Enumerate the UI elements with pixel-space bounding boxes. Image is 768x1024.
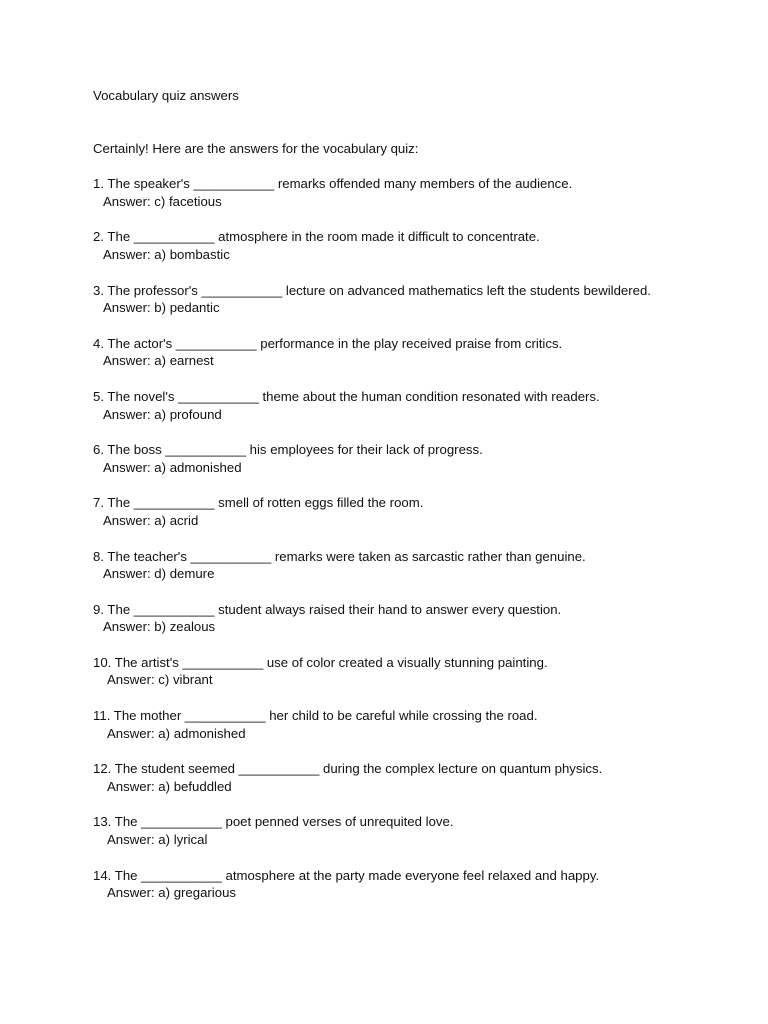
- answer-text: Answer: a) gregarious: [107, 885, 237, 901]
- quiz-item: [93, 494, 693, 529]
- answer-text: Answer: c) vibrant: [107, 672, 213, 688]
- answer-text: Answer: a) befuddled: [107, 778, 232, 794]
- answer-text: Answer: a) acrid: [103, 512, 199, 528]
- question-text: 6. The boss ___________ his employees for their lack of progress.: [93, 442, 483, 458]
- question-text: 3. The professor's ___________ lecture on advanced mathematics left the students bewildered.: [93, 282, 651, 298]
- quiz-item: [93, 654, 693, 689]
- quiz-item: [93, 707, 693, 742]
- answer-text: Answer: d) demure: [103, 566, 215, 582]
- quiz-item: [93, 228, 693, 263]
- quiz-item: [93, 175, 693, 210]
- quiz-item: [93, 441, 693, 476]
- question-text: 4. The actor's ___________ performance in the play received praise from critics.: [93, 335, 563, 351]
- quiz-item: [93, 282, 693, 317]
- quiz-item: [93, 548, 693, 583]
- question-text: 13. The ___________ poet penned verses of unrequited love.: [93, 814, 454, 830]
- answer-text: Answer: b) pedantic: [103, 300, 220, 316]
- document-title: Vocabulary quiz answers: [93, 88, 239, 103]
- quiz-list: [93, 175, 693, 902]
- answer-text: Answer: b) zealous: [103, 619, 216, 635]
- answer-text: Answer: a) profound: [103, 406, 222, 422]
- answer-text: Answer: a) admonished: [103, 459, 242, 475]
- quiz-item: [93, 335, 693, 370]
- answer-text: Answer: a) admonished: [107, 725, 246, 741]
- quiz-item: [93, 813, 693, 848]
- question-text: 8. The teacher's ___________ remarks were taken as sarcastic rather than genuine.: [93, 548, 586, 564]
- question-text: 1. The speaker's ___________ remarks offended many members of the audience.: [93, 176, 573, 192]
- question-text: 12. The student seemed ___________ during the complex lecture on quantum physics.: [93, 761, 603, 777]
- question-text: 7. The ___________ smell of rotten eggs filled the room.: [93, 495, 424, 511]
- quiz-item: [93, 388, 693, 423]
- question-text: 11. The mother ___________ her child to be careful while crossing the road.: [93, 708, 538, 724]
- question-text: 9. The ___________ student always raised their hand to answer every question.: [93, 601, 562, 617]
- document-body: [93, 87, 693, 902]
- question-text: 2. The ___________ atmosphere in the room made it difficult to concentrate.: [93, 229, 540, 245]
- answer-text: Answer: c) facetious: [103, 193, 222, 209]
- answer-text: Answer: a) lyrical: [107, 832, 208, 848]
- quiz-item: [93, 867, 693, 902]
- question-text: 10. The artist's ___________ use of color created a visually stunning painting.: [93, 654, 548, 670]
- answer-text: Answer: a) bombastic: [103, 246, 230, 262]
- question-text: 14. The ___________ atmosphere at the party made everyone feel relaxed and happy.: [93, 867, 600, 883]
- quiz-item: [93, 760, 693, 795]
- quiz-item: [93, 601, 693, 636]
- answer-text: Answer: a) earnest: [103, 353, 214, 369]
- question-text: 5. The novel's ___________ theme about the human condition resonated with readers.: [93, 388, 600, 404]
- intro-text: Certainly! Here are the answers for the vocabulary quiz:: [93, 140, 419, 156]
